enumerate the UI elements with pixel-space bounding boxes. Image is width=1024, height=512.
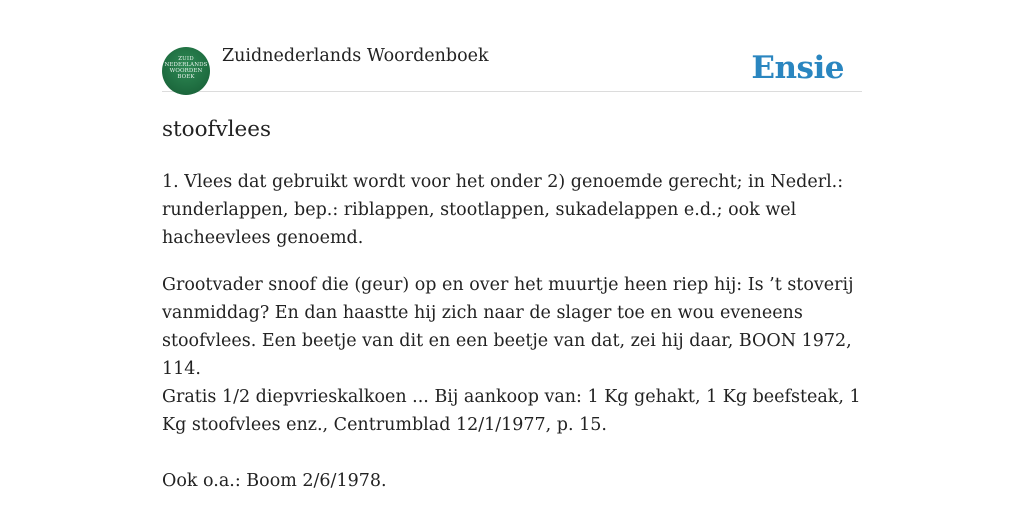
- dictionary-name[interactable]: Zuidnederlands Woordenboek: [222, 46, 489, 66]
- brand-logo[interactable]: Ensie: [751, 50, 844, 86]
- entry-quote: Ook o.a.: Boom 2/6/1978.: [162, 471, 387, 491]
- logo-text: [162, 56, 210, 80]
- entry-header: [162, 44, 862, 92]
- entry-quote: Gratis 1/2 diepvrieskalkoen ... Bij aankoop van: 1 Kg gehakt, 1 Kg beefsteak, 1 Kg stoofvlees enz., Centrumblad 12/1/1977, p. 15.: [162, 387, 861, 435]
- dictionary-logo[interactable]: [162, 47, 210, 95]
- entry-quote: Grootvader snoof die (geur) op en over het muurtje heen riep hij: Is ’t stoverij vanmiddag? En dan haastte hij zich naar de slager toe en wou eveneens stoofvlees. Een beetje van dit en een beetje van dat, zei hij daar, BOON 1972, 114.: [162, 275, 854, 379]
- logo-line: ZUID: [178, 56, 194, 62]
- entry-headword: stoofvlees: [162, 117, 272, 142]
- logo-line: WOORDEN: [169, 68, 203, 74]
- logo-line: BOEK: [177, 74, 195, 80]
- logo-line: NEDERLANDS: [164, 62, 208, 68]
- dictionary-entry-card: [162, 44, 862, 142]
- entry-definition: 1. Vlees dat gebruikt wordt voor het onder 2) genoemde gerecht; in Nederl.: runderlappen, bep.: riblappen, stootlappen, sukadelappen e.d.; ook wel hacheevlees genoemd.: [162, 172, 844, 248]
